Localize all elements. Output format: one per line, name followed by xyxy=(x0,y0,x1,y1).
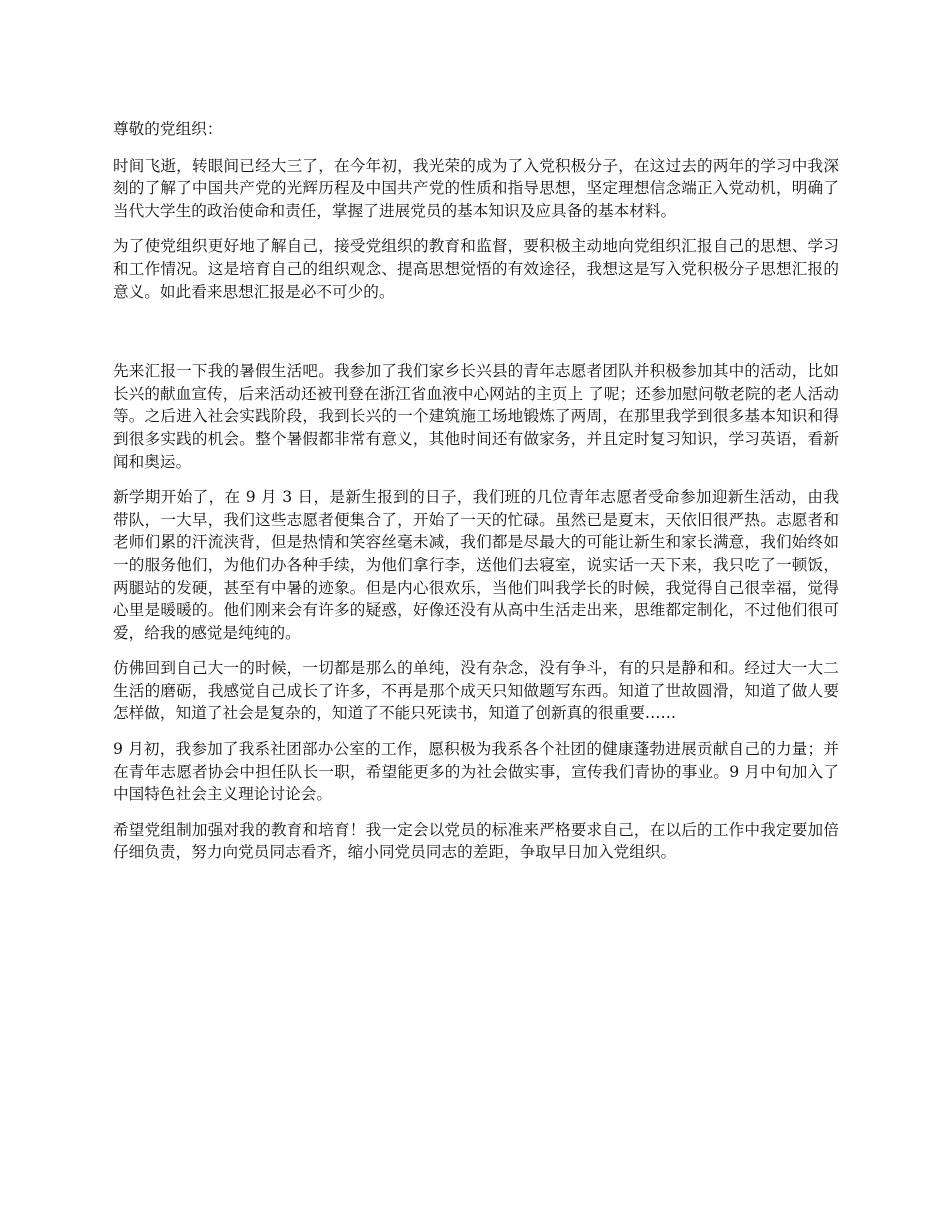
paragraph-purpose-of-report: 为了使党组织更好地了解自己，接受党组织的教育和监督，要积极主动地向党组织汇报自己的思想、学习和工作情况。这是培育自己的组织观念、提高思想觉悟的有效途径，我想这是写入党积极分子思想汇报的意义。如此看来思想汇报是必不可少的。 xyxy=(113,237,839,301)
paragraph-september-activities: 9 月初，我参加了我系社团部办公室的工作，愿积极为我系各个社团的健康蓬勃进展贡献自己的力量；并在青年志愿者协会中担任队长一职，希望能更多的为社会做实事，宣传我们青协的事业。9 月中旬加入了中国特色社会主义理论讨论会。 xyxy=(113,740,839,804)
salutation: 尊敬的党组织： xyxy=(113,120,223,138)
paragraph-summer-vacation: 先来汇报一下我的暑假生活吧。我参加了我们家乡长兴县的青年志愿者团队并积极参加其中的活动，比如长兴的献血宣传，后来活动还被刊登在浙江省血液中心网站的主页上 了呢；还参加慰问敬老院的老人活动等。之后进入社会实践阶段，我到长兴的一个建筑施工场地锻炼了两周，在那里我学到很多基本知识和得到很多实践的机会。整个暑假都非常有意义，其他时间还有做家务，并且定时复习知识，学习英语，看新闻和奥运。 xyxy=(113,362,839,471)
paragraph-progress-as-activist: 时间飞逝，转眼间已经大三了，在今年初，我光荣的成为了入党积极分子，在这过去的两年的学习中我深刻的了解了中国共产党的光辉历程及中国共产党的性质和指导思想，坚定理想信念端正入党动机，明确了当代大学生的政治使命和责任，掌握了进展党员的基本知识及应具备的基本材料。 xyxy=(113,156,839,220)
document-page xyxy=(113,118,839,877)
paragraph-reflection: 仿佛回到自己大一的时候，一切都是那么的单纯，没有杂念，没有争斗，有的只是静和和。经过大一大二生活的磨砺，我感觉自己成长了许多，不再是那个成天只知做题写东西。知道了世故圆滑，知道了做人要怎样做，知道了社会是复杂的，知道了不能只死读书，知道了创新真的很重要…… xyxy=(113,659,839,723)
section-gap xyxy=(113,316,839,360)
paragraph-new-semester: 新学期开始了，在 9 月 3 日，是新生报到的日子，我们班的几位青年志愿者受命参加迎新生活动，由我带队，一大早，我们这些志愿者便集合了，开始了一天的忙碌。虽然已是夏末，天依旧很严热。志愿者和老师们累的汗流浃背，但是热情和笑容丝毫未减，我们都是尽最大的可能让新生和家长满意，我们始终如一的服务他们，为他们办各种手续，为他们拿行李，送他们去寝室，说实话一天下来，我只吃了一顿饭，两腿站的发硬，甚至有中暑的迹象。但是内心很欢乐，当他们叫我学长的时候，我觉得自己很幸福，觉得心里是暖暖的。他们刚来会有许多的疑惑，好像还没有从高中生活走出来，思维都定制化，不过他们很可爱，给我的感觉是纯纯的。 xyxy=(113,488,839,642)
paragraph-closing-pledge: 希望党组制加强对我的教育和培育！我一定会以党员的标准来严格要求自己，在以后的工作中我定要加倍仔细负责，努力向党员同志看齐，缩小同党员同志的差距，争取早日加入党组织。 xyxy=(113,820,839,862)
